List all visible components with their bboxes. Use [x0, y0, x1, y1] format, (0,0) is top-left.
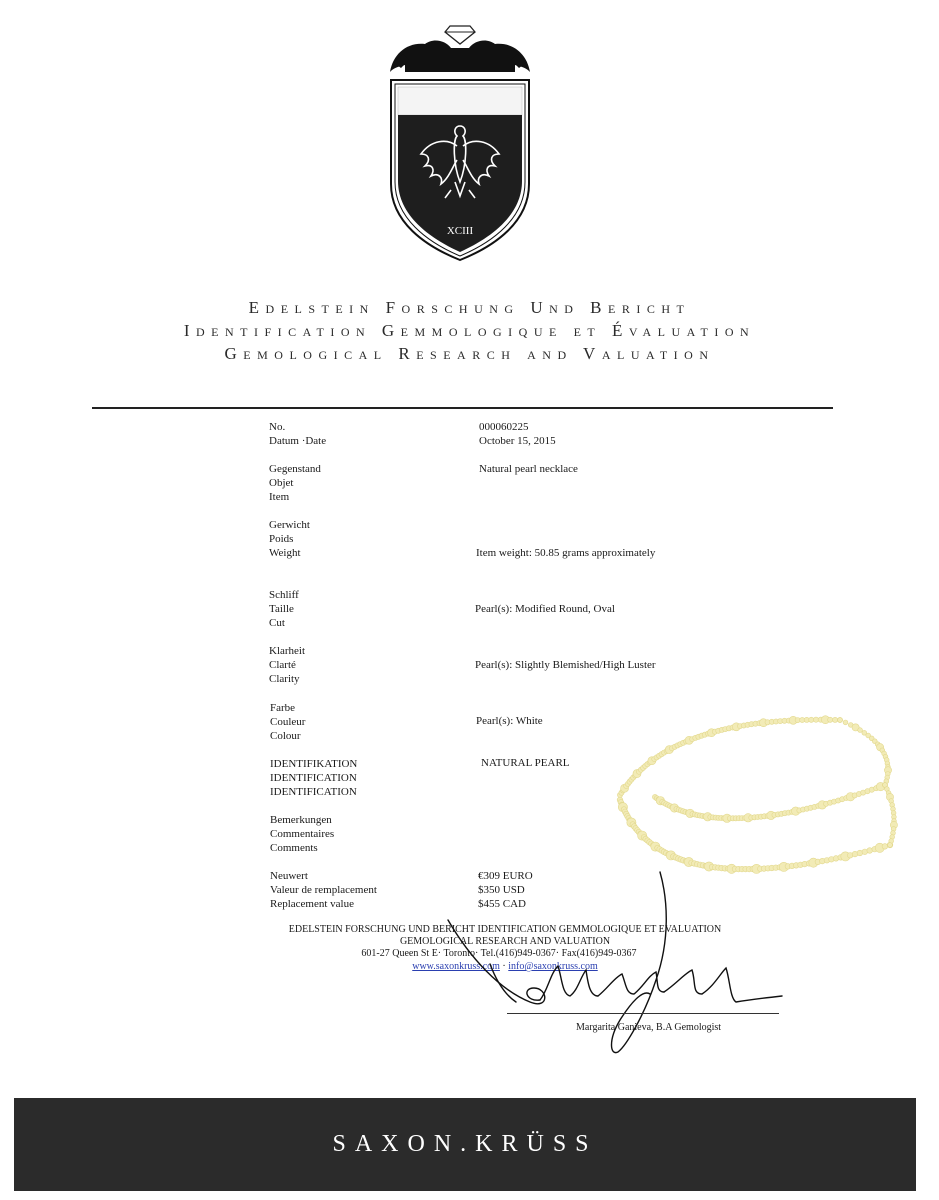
replacement-label-fr: Valeur de remplacement — [270, 884, 377, 896]
replacement-value-cad: $455 CAD — [478, 898, 526, 910]
pearl — [828, 717, 833, 722]
pearl — [858, 728, 863, 733]
brand-name: SAXON.KRÜSS — [332, 1131, 598, 1157]
weight-value: Item weight: 50.85 grams approximately — [476, 547, 656, 559]
clarity-label-fr: Clarté — [269, 659, 296, 671]
date-value: October 15, 2015 — [479, 435, 556, 447]
identification-value: NATURAL PEARL — [481, 757, 570, 769]
item-label-en: Item — [269, 491, 290, 503]
identification-label-fr: IDENTIFICATION — [270, 772, 357, 784]
clarity-label-en: Clarity — [269, 673, 300, 685]
signatory-name: Margarita Ganieva, B.A Gemologist — [576, 1022, 722, 1033]
identification-label-en: IDENTIFICATION — [270, 786, 357, 798]
crest-logo — [385, 14, 535, 262]
item-label-de: Gegenstand — [269, 463, 321, 475]
diamond-icon — [445, 26, 475, 44]
pearl — [843, 720, 848, 725]
cut-label-fr: Taille — [269, 603, 294, 615]
footer-address: 601-27 Queen St E· Toronto· Tel.(416)949-0367· Fax(416)949-0367 — [361, 948, 637, 959]
link-separator: · — [502, 961, 506, 972]
mantling-ornament — [390, 41, 530, 72]
weight-label-fr: Poids — [269, 533, 294, 545]
report-number-value: 000060225 — [479, 421, 529, 433]
replacement-label-de: Neuwert — [270, 870, 308, 882]
comments-label-fr: Commentaires — [270, 828, 335, 840]
cut-value: Pearl(s): Modified Round, Oval — [475, 603, 615, 615]
comments-label-en: Comments — [270, 842, 318, 854]
clarity-value: Pearl(s): Slightly Blemished/High Luster — [475, 659, 656, 671]
pearl — [833, 717, 838, 722]
colour-label-fr: Couleur — [270, 716, 306, 728]
cut-label-de: Schliff — [269, 589, 299, 601]
comments-label-de: Bemerkungen — [270, 814, 332, 826]
signature-line — [507, 1013, 779, 1014]
heading-french: Identification Gemmologique et Évaluation — [183, 321, 756, 340]
item-label-fr: Objet — [269, 477, 294, 489]
heading-german: Edelstein Forschung Und Bericht — [248, 298, 691, 317]
footer-tagline: GEMOLOGICAL RESEARCH AND VALUATION — [399, 936, 611, 947]
replacement-label-en: Replacement value — [270, 898, 354, 910]
date-label: Datum ·Date — [269, 435, 327, 447]
pearl — [882, 844, 888, 850]
footer-company-line: EDELSTEIN FORSCHUNG UND BERICHT IDENTIFICATION GEMMOLOGIQUE ET EVALUATION — [288, 924, 722, 935]
item-value: Natural pearl necklace — [479, 463, 578, 475]
email-link[interactable]: info@saxonkruss.com — [508, 961, 598, 972]
cut-label-en: Cut — [269, 617, 285, 629]
clarity-label-de: Klarheit — [269, 645, 306, 657]
pearl — [888, 843, 893, 848]
weight-label-de: Gerwicht — [269, 519, 310, 531]
replacement-value-eur: €309 EURO — [478, 870, 533, 882]
heading-english: Gemological Research and Valuation — [224, 344, 715, 363]
crest-numeral: XCIII — [446, 225, 474, 237]
colour-value: Pearl(s): White — [476, 715, 543, 727]
brand-footer-band — [14, 1098, 916, 1191]
replacement-value-usd: $350 USD — [478, 884, 525, 896]
header-divider — [92, 407, 833, 409]
identification-label-de: IDENTIFIKATION — [270, 758, 358, 770]
weight-label-en: Weight — [269, 547, 301, 559]
pearl — [867, 848, 873, 854]
report-number-label: No. — [269, 421, 286, 433]
website-link[interactable]: www.saxonkruss.com — [412, 961, 500, 972]
colour-label-en: Colour — [270, 730, 301, 742]
colour-label-de: Farbe — [270, 702, 296, 714]
pearl — [838, 718, 843, 723]
